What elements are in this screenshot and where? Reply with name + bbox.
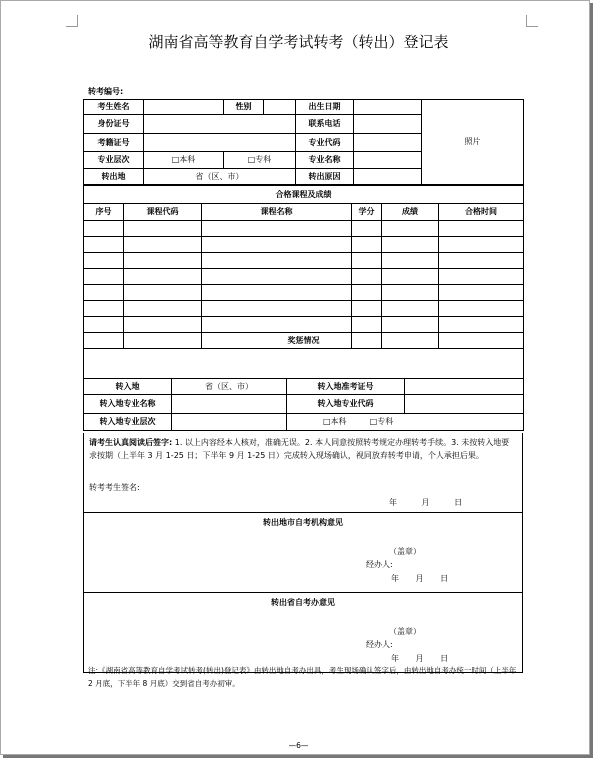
admission-no-field[interactable] bbox=[405, 379, 524, 395]
birthdate-field[interactable] bbox=[354, 100, 422, 115]
city-opinion-seal: （盖章） bbox=[389, 547, 421, 556]
table-row bbox=[84, 269, 524, 285]
col-header-course-code: 课程代码 bbox=[124, 204, 202, 221]
table-row bbox=[84, 301, 524, 317]
admission-no-label: 转入地准考证号 bbox=[287, 379, 405, 395]
col-header-course-name: 课程名称 bbox=[202, 204, 352, 221]
footnote: 注:《湖南省高等教育自学考试转考(转出)登记表》由转出地自考办出具，考生现场确认签字后，由转出地自考办统一时间（上半年 2 月底，下半年 8 月底）交到省自考办初审。 bbox=[88, 666, 517, 688]
signature-label[interactable]: 转考考生签名: bbox=[89, 483, 140, 492]
transfer-in-major-name-field[interactable] bbox=[172, 395, 287, 414]
crop-mark-top-right bbox=[526, 15, 538, 27]
city-opinion-section bbox=[83, 513, 523, 593]
province-opinion-handler[interactable]: 经办人: bbox=[366, 640, 393, 649]
transfer-in-junior-checkbox[interactable]: □专科 bbox=[369, 417, 394, 426]
transfer-in-place-label: 转入地 bbox=[84, 379, 172, 395]
out-place-label: 转出地 bbox=[84, 169, 144, 185]
province-opinion-title: 转出省自考办意见 bbox=[271, 598, 335, 607]
phone-label: 联系电话 bbox=[296, 115, 354, 134]
pledge-section bbox=[83, 433, 523, 513]
transfer-in-level-options bbox=[287, 414, 524, 431]
col-header-credit: 学分 bbox=[352, 204, 382, 221]
major-name-label: 专业名称 bbox=[296, 152, 354, 169]
table-row bbox=[84, 317, 524, 333]
city-opinion-handler[interactable]: 经办人: bbox=[366, 560, 393, 569]
transfer-in-major-name-label: 转入地专业名称 bbox=[84, 395, 172, 414]
table-row bbox=[84, 237, 524, 253]
province-opinion-date: 年 月 日 bbox=[391, 654, 449, 663]
transfer-in-level-label: 转入地专业层次 bbox=[84, 414, 172, 431]
major-name-field[interactable] bbox=[354, 152, 422, 169]
city-opinion-title: 转出地市自考机构意见 bbox=[263, 518, 343, 527]
exam-no-label: 考籍证号 bbox=[84, 134, 144, 152]
out-reason-label: 转出原因 bbox=[296, 169, 354, 185]
exam-no-field[interactable] bbox=[144, 134, 296, 152]
name-field[interactable] bbox=[144, 100, 224, 115]
page-shadow-bottom bbox=[3, 755, 593, 758]
page-number: —6— bbox=[288, 741, 309, 750]
phone-field[interactable] bbox=[354, 115, 422, 134]
col-header-pass-date: 合格时间 bbox=[439, 204, 524, 221]
personal-info-table bbox=[83, 99, 524, 185]
col-header-index: 序号 bbox=[84, 204, 124, 221]
awards-transfer-table bbox=[83, 332, 524, 431]
table-row bbox=[84, 221, 524, 237]
page-shadow-right bbox=[590, 3, 593, 758]
level-label: 专业层次 bbox=[84, 152, 144, 169]
pledge-lead: 请考生认真阅读后签字: bbox=[89, 438, 173, 447]
major-code-field[interactable] bbox=[354, 134, 422, 152]
major-code-label: 专业代码 bbox=[296, 134, 354, 152]
courses-section-title: 合格课程及成绩 bbox=[84, 186, 524, 204]
name-label: 考生姓名 bbox=[84, 100, 144, 115]
gender-label: 性别 bbox=[224, 100, 264, 115]
transfer-in-level-blank bbox=[172, 414, 287, 431]
courses-table bbox=[83, 185, 524, 349]
gender-field[interactable] bbox=[264, 100, 296, 115]
page-title: 湖南省高等教育自学考试转考（转出）登记表 bbox=[148, 33, 449, 51]
pledge-paragraph bbox=[89, 436, 517, 462]
transfer-in-undergrad-checkbox[interactable]: □本科 bbox=[323, 417, 347, 426]
awards-title: 奖惩情况 bbox=[84, 333, 524, 349]
table-row bbox=[84, 253, 524, 269]
province-opinion-seal: （盖章） bbox=[389, 627, 421, 636]
province-opinion-section bbox=[83, 593, 523, 673]
level-undergrad-checkbox[interactable]: □本科 bbox=[144, 152, 224, 169]
transfer-in-place-field[interactable]: 省（区、市） bbox=[172, 379, 287, 395]
out-place-field[interactable]: 省（区、市） bbox=[144, 169, 296, 185]
transfer-in-major-code-label: 转入地专业代码 bbox=[287, 395, 405, 414]
table-row bbox=[84, 285, 524, 301]
col-header-score: 成绩 bbox=[382, 204, 439, 221]
transfer-in-major-code-field[interactable] bbox=[405, 395, 524, 414]
pledge-text: 1. 以上内容经本人核对，准确无误。2. 本人同意按照转考规定办理转考手续。3. 未按转入地要求按期（上半年 3 月 1-25 日；下半年 9 月 1-25 日）完成转入现场确认，视同放弃转考申请，个人承担后果。 bbox=[89, 438, 510, 460]
serial-label: 转考编号: bbox=[88, 87, 124, 96]
id-card-field[interactable] bbox=[144, 115, 296, 134]
photo-box: 照片 bbox=[422, 100, 524, 185]
level-junior-checkbox[interactable]: □专科 bbox=[224, 152, 296, 169]
birthdate-label: 出生日期 bbox=[296, 100, 354, 115]
id-card-label: 身份证号 bbox=[84, 115, 144, 134]
crop-mark-top-left bbox=[66, 15, 78, 27]
awards-field[interactable] bbox=[84, 349, 524, 379]
pledge-date: 年 月 日 bbox=[389, 498, 463, 507]
city-opinion-date: 年 月 日 bbox=[391, 574, 449, 583]
out-reason-field[interactable] bbox=[354, 169, 422, 185]
